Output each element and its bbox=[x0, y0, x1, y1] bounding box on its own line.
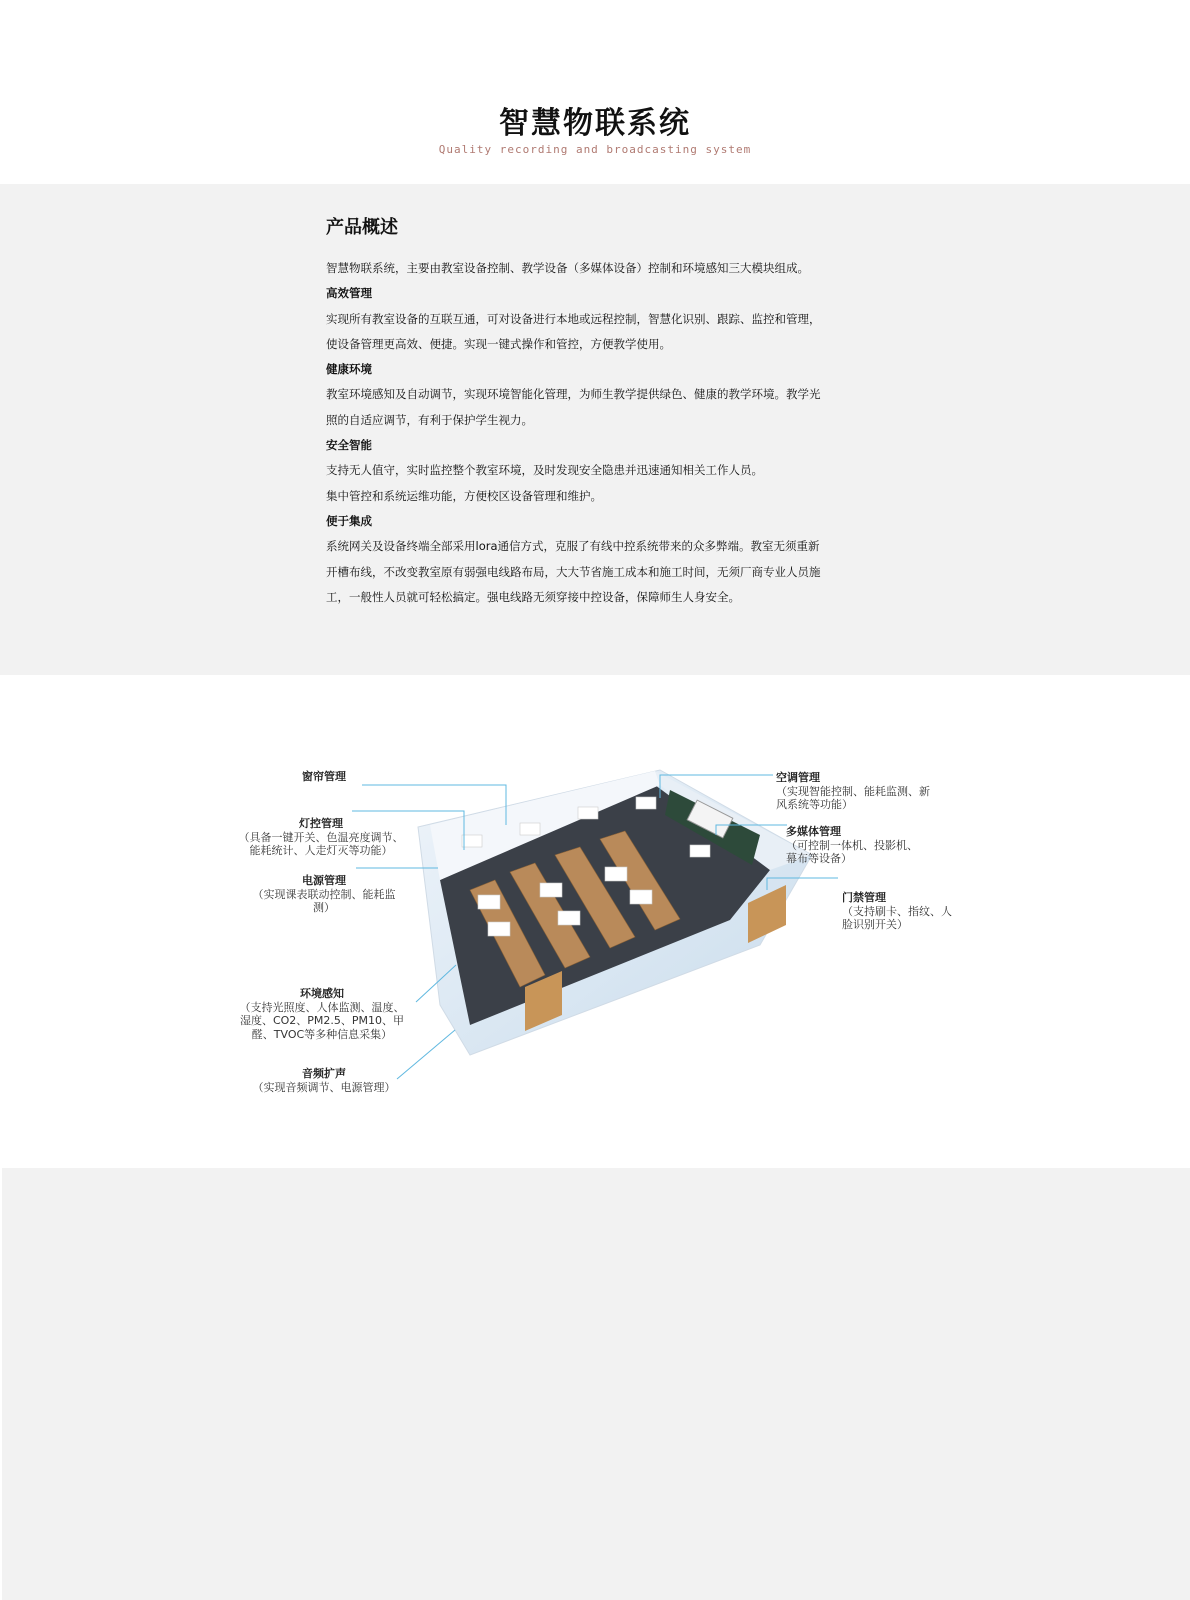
overview-paragraph-line: 智慧物联系统，主要由教室设备控制、教学设备（多媒体设备）控制和环境感知三大模块组成。 bbox=[326, 261, 809, 275]
overview-paragraph-line: 支持无人值守，实时监控整个教室环境，及时发现安全隐患并迅速通知相关工作人员。 bbox=[326, 463, 763, 478]
label-door bbox=[842, 891, 982, 932]
overview-subheading: 安全智能 bbox=[326, 438, 372, 453]
media-title: 多媒体管理 bbox=[786, 825, 841, 838]
label-media bbox=[786, 825, 946, 866]
audio-title: 音频扩声 bbox=[302, 1067, 346, 1080]
door-title: 门禁管理 bbox=[842, 891, 886, 904]
overview-paragraph-line: 照的自适应调节，有利于保护学生视力。 bbox=[326, 412, 533, 427]
light-title: 灯控管理 bbox=[299, 817, 343, 830]
product-overview-section bbox=[0, 184, 1190, 675]
label-audio bbox=[244, 1067, 404, 1094]
power-desc-2: 测） bbox=[313, 901, 335, 914]
media-desc-1: （可控制一体机、投影机、 bbox=[786, 838, 918, 852]
label-light bbox=[232, 817, 410, 858]
env-desc-3: 醛、TVOC等多种信息采集） bbox=[251, 1027, 393, 1041]
label-power bbox=[244, 874, 404, 915]
curtain-title: 窗帘管理 bbox=[302, 770, 346, 783]
overview-content bbox=[326, 214, 846, 610]
overview-text bbox=[326, 256, 846, 610]
overview-heading: 产品概述 bbox=[326, 217, 398, 238]
overview-subheading: 便于集成 bbox=[326, 513, 372, 528]
overview-paragraph-line: 工，一般性人员就可轻松搞定。强电线路无须穿接中控设备，保障师生人身安全。 bbox=[326, 589, 740, 604]
door-desc-1: （支持刷卡、指纹、人 bbox=[842, 904, 952, 918]
page-subtitle: Quality recording and broadcasting system bbox=[438, 143, 752, 156]
env-title: 环境感知 bbox=[300, 987, 344, 1000]
overview-subheading: 健康环境 bbox=[326, 362, 372, 377]
page-header bbox=[0, 0, 1190, 184]
label-environment bbox=[232, 987, 412, 1041]
page-title: 智慧物联系统 bbox=[499, 106, 691, 141]
power-title: 电源管理 bbox=[302, 874, 346, 887]
ac-desc-2: 风系统等功能） bbox=[776, 798, 853, 811]
env-desc-1: （支持光照度、人体监测、温度、 bbox=[239, 1000, 405, 1014]
classroom-illustration bbox=[0, 675, 1190, 1168]
power-desc-1: （实现课表联动控制、能耗监 bbox=[252, 887, 396, 901]
overview-paragraph-line: 开槽布线，不改变教室原有弱强电线路布局，大大节省施工成本和施工时间，无须厂商专业人员施 bbox=[326, 564, 821, 579]
label-ac bbox=[776, 771, 956, 812]
ac-title: 空调管理 bbox=[776, 771, 820, 784]
overview-paragraph-line: 教室环境感知及自动调节，实现环境智能化管理，为师生教学提供绿色、健康的教学环境。教学光 bbox=[326, 387, 821, 402]
classroom-diagram-section bbox=[0, 675, 1190, 1168]
overview-subheading: 高效管理 bbox=[326, 286, 372, 301]
overview-paragraph-line: 系统网关及设备终端全部采用lora通信方式，克服了有线中控系统带来的众多弊端。教室无须重新 bbox=[326, 539, 820, 554]
env-desc-2: 湿度、CO2、PM2.5、PM10、甲 bbox=[239, 1014, 405, 1027]
overview-paragraph-line: 集中管控和系统运维功能，方便校区设备管理和维护。 bbox=[326, 488, 602, 503]
door-desc-2: 脸识别开关） bbox=[842, 918, 908, 931]
light-desc-1: （具备一键开关、色温亮度调节、 bbox=[238, 830, 404, 844]
overview-paragraph-line: 使设备管理更高效、便捷。实现一键式操作和管控，方便教学使用。 bbox=[326, 336, 671, 351]
media-desc-2: 幕布等设备） bbox=[786, 852, 852, 865]
ac-desc-1: （实现智能控制、能耗监测、新 bbox=[776, 784, 930, 798]
light-desc-2: 能耗统计、人走灯灭等功能） bbox=[249, 844, 393, 857]
footer-section bbox=[2, 1168, 1190, 1600]
overview-paragraph-line: 实现所有教室设备的互联互通，可对设备进行本地或远程控制，智慧化识别、跟踪、监控和管理， bbox=[326, 311, 821, 326]
label-curtain bbox=[294, 770, 354, 784]
audio-desc-1: （实现音频调节、电源管理） bbox=[252, 1080, 396, 1094]
